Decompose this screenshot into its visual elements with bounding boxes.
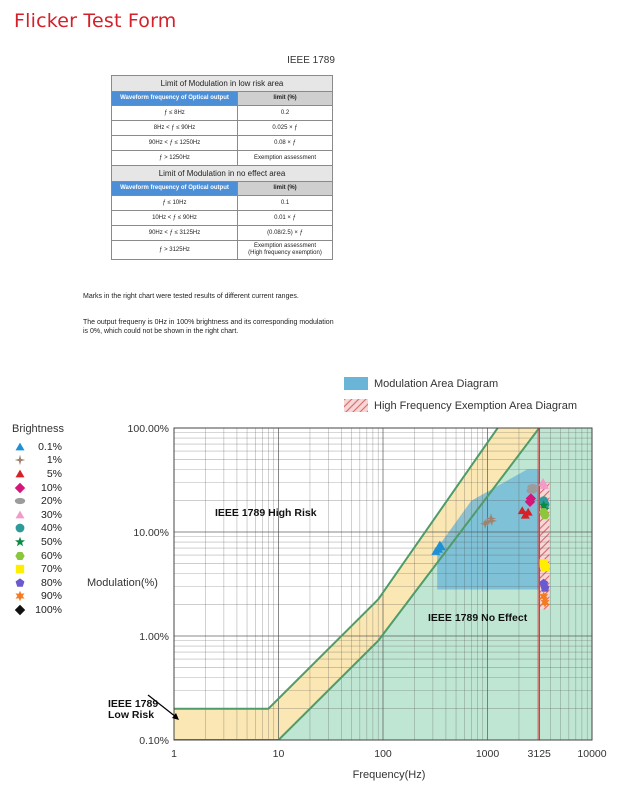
legend-label: 40%	[40, 522, 62, 535]
freq-cell: ƒ ≤ 8Hz	[112, 106, 238, 121]
x-axis-title: Frequency(Hz)	[352, 769, 426, 781]
legend-label: 90%	[40, 590, 62, 603]
freq-cell: 90Hz < ƒ ≤ 1250Hz	[112, 136, 238, 151]
legend-label: 50%	[40, 535, 62, 548]
limit-line: Exemption assessment	[253, 243, 317, 250]
legend-label: 10%	[40, 481, 62, 494]
limit-line: (High frequency exemption)	[248, 250, 322, 256]
legend-label: 30%	[40, 508, 62, 521]
high-risk-label: IEEE 1789 High Risk	[215, 507, 317, 519]
limit-cell: 0.2	[238, 106, 333, 121]
y-tick-label: 1.00%	[139, 631, 169, 643]
note-line: is 0%, which could not be shown in the right chart.	[83, 328, 239, 336]
legend-label: 1%	[46, 454, 62, 467]
data-point	[541, 563, 549, 571]
legend-label: 100%	[35, 603, 62, 616]
x-tick-label: 10000	[577, 748, 607, 760]
y-tick-label: 10.00%	[133, 527, 169, 539]
y-tick-label: 100.00%	[127, 423, 169, 435]
freq-cell: ƒ > 3125Hz	[112, 241, 238, 260]
legend-label: 60%	[40, 549, 62, 562]
freq-cell: 90Hz < ƒ ≤ 3125Hz	[112, 226, 238, 241]
y-axis-title: Modulation(%)	[87, 577, 158, 589]
exemption-area-key-label: High Frequency Exemption Area Diagram	[374, 399, 577, 412]
freq-cell: ƒ > 1250Hz	[112, 151, 238, 166]
y-tick-label: 0.10%	[139, 735, 169, 747]
note-line: The output frequeny is 0Hz in 100% brightness and its corresponding modulation	[83, 319, 334, 326]
modulation-area-key-label: Modulation Area Diagram	[374, 377, 499, 390]
limit-cell: Exemption assessment	[238, 151, 333, 166]
plot-area	[174, 428, 592, 740]
x-tick-label: 3125	[527, 748, 551, 760]
legend-title: Brightness	[12, 423, 64, 435]
x-tick-label: 1000	[475, 748, 500, 760]
freq-cell: 8Hz < ƒ ≤ 90Hz	[112, 121, 238, 136]
col-limit-header: limit (%)	[238, 182, 333, 196]
legend-label: 80%	[40, 576, 62, 589]
note-marks: Marks in the right chart were tested results of different current ranges.	[83, 293, 299, 300]
limit-cell: 0.025 × ƒ	[238, 121, 333, 136]
limit-cell: (0.08/2.5) × ƒ	[238, 226, 333, 241]
freq-cell: 10Hz < ƒ ≤ 90Hz	[112, 211, 238, 226]
limit-cell: 0.01 × ƒ	[238, 211, 333, 226]
no-effect-header: Limit of Modulation in no effect area	[112, 166, 333, 182]
standard-label: IEEE 1789	[287, 55, 335, 66]
page-title: Flicker Test Form	[14, 10, 177, 32]
freq-cell: ƒ ≤ 10Hz	[112, 196, 238, 211]
limit-cell: 0.1	[238, 196, 333, 211]
limit-cell: 0.08 × ƒ	[238, 136, 333, 151]
data-point	[527, 487, 537, 493]
low-risk-header: Limit of Modulation in low risk area	[112, 76, 333, 92]
legend-label: 5%	[46, 467, 62, 480]
col-limit-header: limit (%)	[238, 92, 333, 106]
legend-label: 70%	[40, 563, 62, 576]
x-tick-label: 10	[272, 748, 285, 760]
x-tick-label: 1	[171, 748, 177, 760]
low-risk-label: Low Risk	[108, 709, 155, 721]
col-frequency-header: Waveform frequency of Optical output	[112, 92, 238, 106]
low-risk-label: IEEE 1789	[108, 698, 159, 710]
x-tick-label: 100	[374, 748, 392, 760]
legend-label: 0.1%	[38, 440, 62, 453]
legend-label: 20%	[40, 495, 62, 508]
no-effect-label: IEEE 1789 No Effect	[428, 612, 528, 624]
col-frequency-header: Waveform frequency of Optical output	[112, 182, 238, 196]
